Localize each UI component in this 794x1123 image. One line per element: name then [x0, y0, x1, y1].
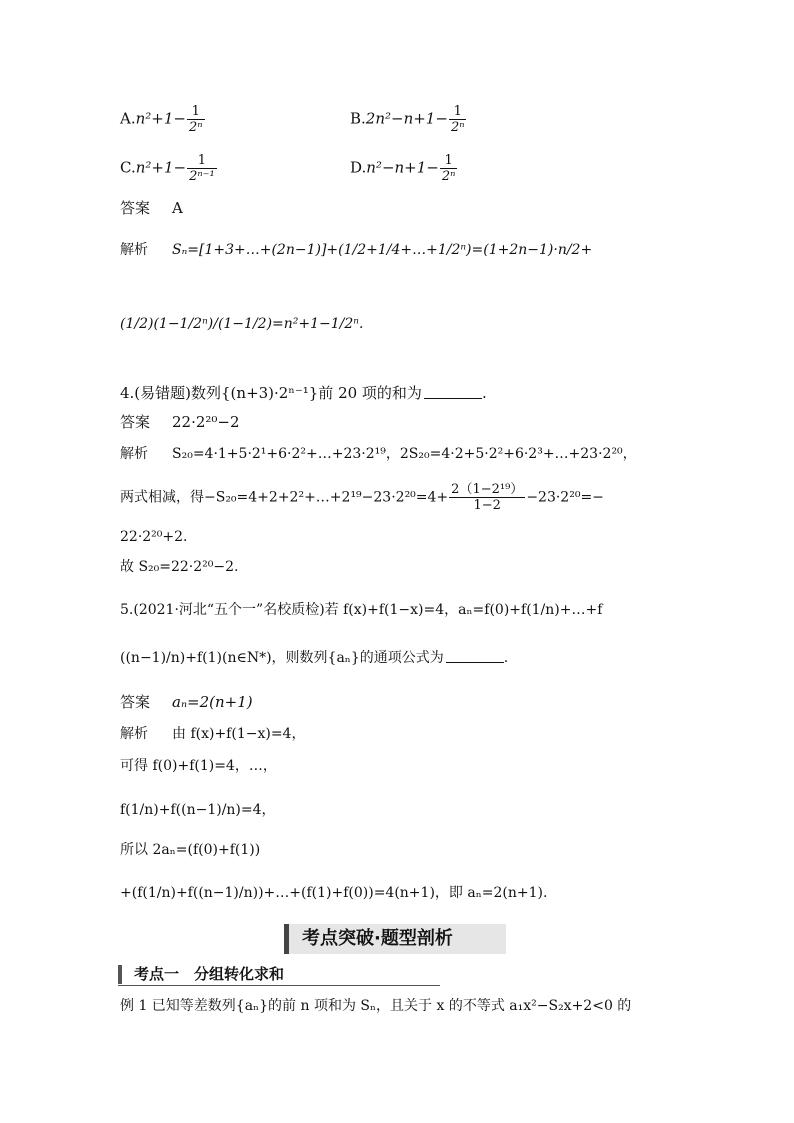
q5-analysis-line1: 解析 由 f(x)+f(1−x)=4， — [120, 726, 306, 742]
q4-analysis-line3: 22·2²⁰+2. — [120, 529, 188, 545]
kaodian-bar — [118, 965, 122, 984]
option-b-prefix: B. — [350, 109, 366, 128]
q4-analysis-line1: 解析 S₂₀=4·1+5·2¹+6·2²+…+23·2¹⁹，2S₂₀=4·2+5·2²+6·2³+…+23·2²⁰， — [120, 446, 637, 462]
option-a-prefix: A. — [120, 109, 136, 128]
q3-analysis-label: 解析 — [120, 242, 148, 258]
q5-analysis-line2: 可得 f(0)+f(1)=4，…， — [120, 758, 277, 774]
option-d-num: 1 — [444, 153, 453, 168]
q4-answer-label: 答案 — [120, 413, 151, 431]
q5-answer-value: aₙ=2(n+1) — [172, 693, 253, 711]
q4-answer — [120, 412, 240, 432]
q5-analysis-label: 解析 — [120, 726, 148, 742]
option-b-num: 1 — [453, 104, 462, 119]
option-d-body: n²−n+1− — [366, 158, 439, 177]
option-b-den: 2ⁿ — [450, 120, 465, 135]
option-c — [120, 153, 218, 184]
option-b — [350, 104, 467, 135]
option-d-prefix: D. — [350, 158, 367, 177]
q3-analysis-line2: (1/2)(1−1/2ⁿ)/(1−1/2)=n²+1−1/2ⁿ. — [120, 316, 364, 332]
option-c-body: n²+1− — [135, 158, 187, 177]
q5-analysis-line3: f(1/n)+f((n−1)/n)=4， — [120, 802, 276, 818]
q5-answer-label: 答案 — [120, 693, 151, 711]
option-a-body: n²+1− — [135, 109, 186, 128]
kaodian-title: 考点一 分组转化求和 — [134, 965, 285, 983]
q4-answer-value: 22·2²⁰−2 — [172, 413, 240, 431]
q5-question-line1: 5.(2021·河北“五个一”名校质检)若 f(x)+f(1−x)=4，aₙ=f(0)+f(1/n)+…+f — [120, 602, 603, 618]
option-d-den: 2ⁿ — [441, 169, 456, 184]
q4-analysis-label: 解析 — [120, 446, 148, 462]
option-b-body: 2n²−n+1− — [365, 109, 448, 128]
option-a-num: 1 — [191, 104, 200, 119]
q5-analysis-line4: 所以 2aₙ=(f(0)+f(1)) — [120, 842, 261, 858]
q3-answer — [120, 198, 183, 218]
example1-text: 例 1 已知等差数列{aₙ}的前 n 项和为 Sₙ，且关于 x 的不等式 a₁x²−S₂x+2<0 的 — [120, 998, 632, 1014]
q5-analysis-line5: +(f(1/n)+f((n−1)/n))+…+(f(1)+f(0))=4(n+1)，即 aₙ=2(n+1). — [120, 885, 548, 901]
q4-conclusion: 故 S₂₀=22·2²⁰−2. — [120, 559, 239, 575]
option-c-num: 1 — [197, 153, 207, 168]
q5-question-line2: ((n−1)/n)+f(1)(n∈N*)，则数列{aₙ}的通项公式为 . — [120, 650, 509, 666]
option-c-den: 2ⁿ⁻¹ — [189, 169, 215, 184]
q3-answer-value: A — [172, 199, 183, 217]
q4-question: 4.(易错题)数列{(n+3)·2ⁿ⁻¹}前 20 项的和为 . — [120, 384, 487, 402]
q3-answer-label: 答案 — [120, 199, 151, 217]
q5-blank — [446, 648, 504, 663]
q3-analysis-line1: 解析 Sₙ=[1+3+…+(2n−1)]+(1/2+1/4+…+1/2ⁿ)=(1+2n−1)·n/2+ — [120, 242, 593, 258]
option-d — [350, 153, 458, 184]
q5-answer — [120, 692, 253, 712]
section-banner: 考点突破·题型剖析 — [302, 928, 453, 949]
option-a — [120, 104, 206, 135]
option-a-den: 2ⁿ — [188, 120, 203, 135]
q4-analysis-line2: 两式相减，得−S₂₀=4+2+2²+…+2¹⁹−23·2²⁰=4+ $\frac{\text{2（1−2¹⁹）}}{1-2}$ −23·2²⁰=− — [120, 482, 604, 513]
option-c-prefix: C. — [120, 158, 136, 177]
q4-blank — [424, 384, 482, 399]
